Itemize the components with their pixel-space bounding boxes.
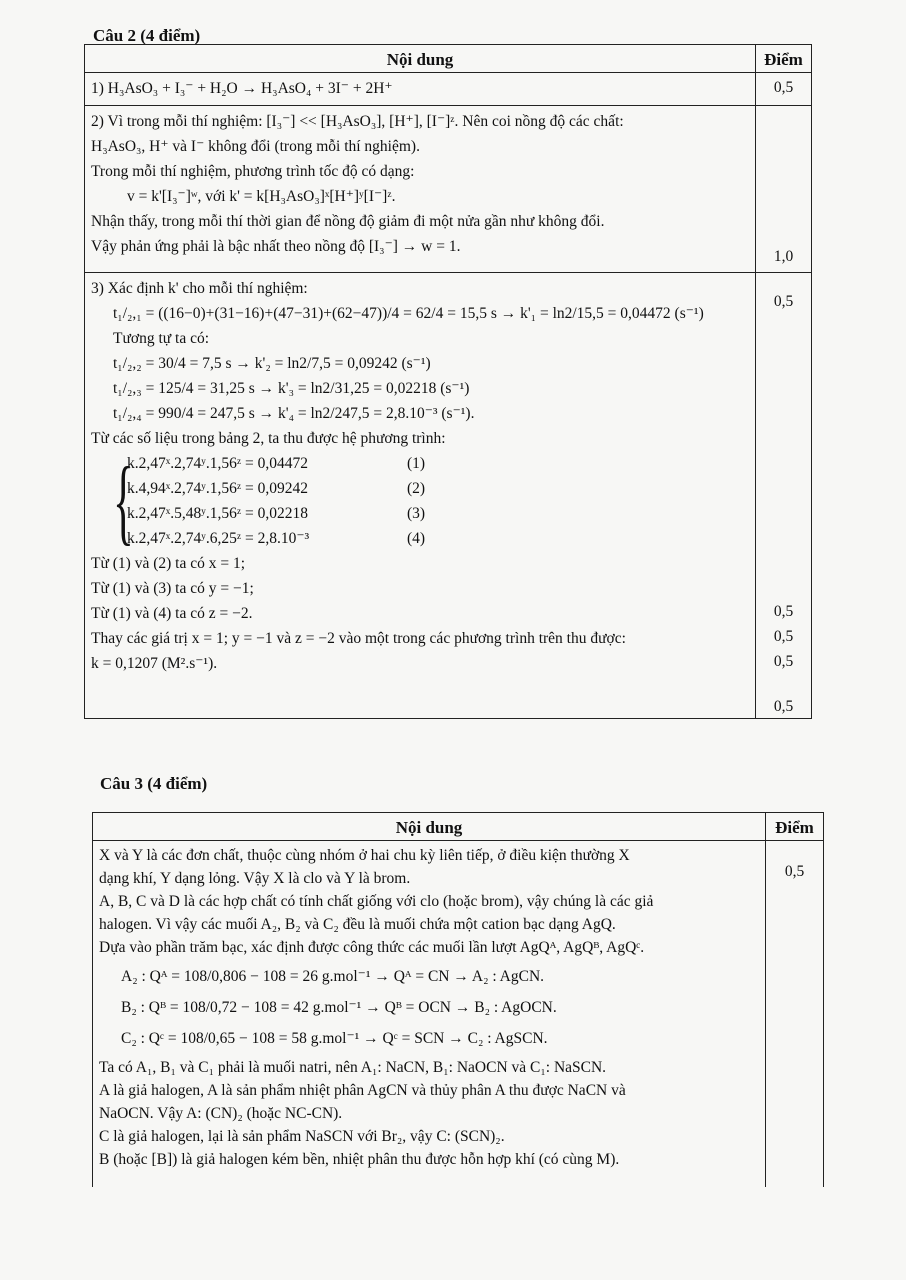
question-2-table [84,44,812,719]
q3-line: A, B, C và D là các hợp chất có tính chất giống với clo (hoặc brom), vậy chúng là các giả [99,893,654,910]
part-2-row [85,106,812,273]
system-intro: Từ các số liệu trong bảng 2, ta thu được hệ phương trình: [91,430,446,447]
half-life-2: t₁/₂,₂ = 30/4 = 7,5 s → k'₂ = ln2/7,5 = 0,09242 (s⁻¹) [113,355,431,372]
q3-score: 0,5 [766,841,824,1188]
part-3-score-4: 0,5 [773,653,794,670]
q3-line: A là giả halogen, A là sản phẩm nhiệt phân AgCN và thủy phân A thu được NaCN và [99,1082,626,1099]
equation-2: k.4,94ˣ.2,74ʸ.1,56ᶻ = 0,09242 [127,480,308,497]
part-3-intro: 3) Xác định k' cho mỗi thí nghiệm: [91,280,308,297]
part-1-score: 0,5 [756,73,812,106]
part-3-score-5: 0,5 [773,698,794,715]
q3-line: X và Y là các đơn chất, thuộc cùng nhóm ở hai chu kỳ liên tiếp, ở điều kiện thường X [99,847,630,864]
q3-line: dạng khí, Y dạng lỏng. Vậy X là clo và Y là brom. [99,870,411,887]
header-content: Nội dung [85,45,756,73]
final-substitution: Thay các giá trị x = 1; y = −1 và z = −2 vào một trong các phương trình trên thu được: [91,630,626,647]
q3-line: Ta có A₁, B₁ và C₁ phải là muối natri, nên A₁: NaCN, B₁: NaOCN và C₁: NaSCN. [99,1059,607,1076]
part-3-score-3: 0,5 [773,628,794,645]
equation-3: k.2,47ˣ.5,48ʸ.1,56ᶻ = 0,02218 [127,505,308,522]
q3-line: NaOCN. Vậy A: (CN)₂ (hoặc NC-CN). [99,1105,343,1122]
salt-c2: C₂ : Qᶜ = 108/0,65 − 108 = 58 g.mol⁻¹ → Qᶜ = SCN → C₂ : AgSCN. [121,1030,548,1047]
part-1-row [85,73,812,106]
equation-2-number: (2) [407,480,426,497]
part-2-score: 1,0 [756,106,812,273]
half-life-3: t₁/₂,₃ = 125/4 = 31,25 s → k'₃ = ln2/31,25 = 0,02218 (s⁻¹) [113,380,470,397]
question-3-title: Câu 3 (4 điểm) [100,774,208,793]
half-life-1: t₁/₂,₁ = ((16−0)+(31−16)+(47−31)+(62−47))/4 = 62/4 = 15,5 s → k'₁ = ln2/15,5 = 0,04472 (s⁻¹) [113,305,704,322]
similar-label: Tương tự ta có: [113,330,210,347]
result-x: Từ (1) và (2) ta có x = 1; [91,555,246,572]
equation-1: k.2,47ˣ.2,74ʸ.1,56ᶻ = 0,04472 [127,455,308,472]
equation-4: k.2,47ˣ.2,74ʸ.6,25ᶻ = 2,8.10⁻³ [127,530,310,547]
equation-3-number: (3) [407,505,426,522]
part-2-line: 2) Vì trong mỗi thí nghiệm: [I₃⁻] << [H₃AsO₃], [H⁺], [I⁻]ᶻ. Nên coi nồng độ các chất: [91,113,624,130]
part-3-score-2: 0,5 [773,603,794,620]
salt-b2: B₂ : Qᴮ = 108/0,72 − 108 = 42 g.mol⁻¹ → Qᴮ = OCN → B₂ : AgOCN. [121,999,557,1016]
part-3-row [85,273,812,719]
header-score: Điểm [766,813,824,841]
salt-a2: A₂ : Qᴬ = 108/0,806 − 108 = 26 g.mol⁻¹ → Qᴬ = CN → A₂ : AgCN. [121,968,545,985]
half-life-4: t₁/₂,₄ = 990/4 = 247,5 s → k'₄ = ln2/247,5 = 2,8.10⁻³ (s⁻¹). [113,405,475,422]
equation-system [113,447,749,554]
question-3-table [92,812,824,1187]
part-1-equation: 1) H₃AsO₃ + I₃⁻ + H₂O → H₃AsO₄ + 3I⁻ + 2H⁺ [91,80,393,97]
table-header-row [85,45,812,73]
equation-4-number: (4) [407,530,426,547]
result-z: Từ (1) và (4) ta có z = −2. [91,605,253,622]
q3-line: C là giả halogen, lại là sản phẩm NaSCN với Br₂, vậy C: (SCN)₂. [99,1128,505,1145]
part-3-score-1: 0,5 [773,293,794,310]
result-y: Từ (1) và (3) ta có y = −1; [91,580,254,597]
q3-line: B (hoặc [B]) là giả halogen kém bền, nhiệt phân thu được hỗn hợp khí (có cùng M). [99,1151,620,1168]
left-brace: { [113,447,134,554]
header-content: Nội dung [93,813,766,841]
equation-1-number: (1) [407,455,426,472]
question-3-body-row [93,841,824,1188]
part-2-line: Nhận thấy, trong mỗi thí thời gian để nồng độ giảm đi một nửa gần như không đổi. [91,213,605,230]
part-2-line: H₃AsO₃, H⁺ và I⁻ không đổi (trong mỗi thí nghiệm). [91,138,420,155]
part-2-conclusion: Vậy phản ứng phải là bậc nhất theo nồng độ [I₃⁻] → w = 1. [91,238,461,255]
rate-equation: v = k'[I₃⁻]ʷ, với k' = k[H₃AsO₃]ˣ[H⁺]ʸ[I⁻]ᶻ. [127,188,396,205]
table-header-row [93,813,824,841]
q3-line: halogen. Vì vậy các muối A₂, B₂ và C₂ đều là muối chứa một cation bạc dạng AgQ. [99,916,616,933]
final-k-value: k = 0,1207 (M².s⁻¹). [91,655,218,672]
part-2-line: Trong mỗi thí nghiệm, phương trình tốc độ có dạng: [91,163,415,180]
question-2-title: Câu 2 (4 điểm) [93,26,201,45]
q3-line: Dựa vào phần trăm bạc, xác định được công thức các muối lần lượt AgQᴬ, AgQᴮ, AgQᶜ. [99,939,645,956]
header-score: Điểm [756,45,812,73]
